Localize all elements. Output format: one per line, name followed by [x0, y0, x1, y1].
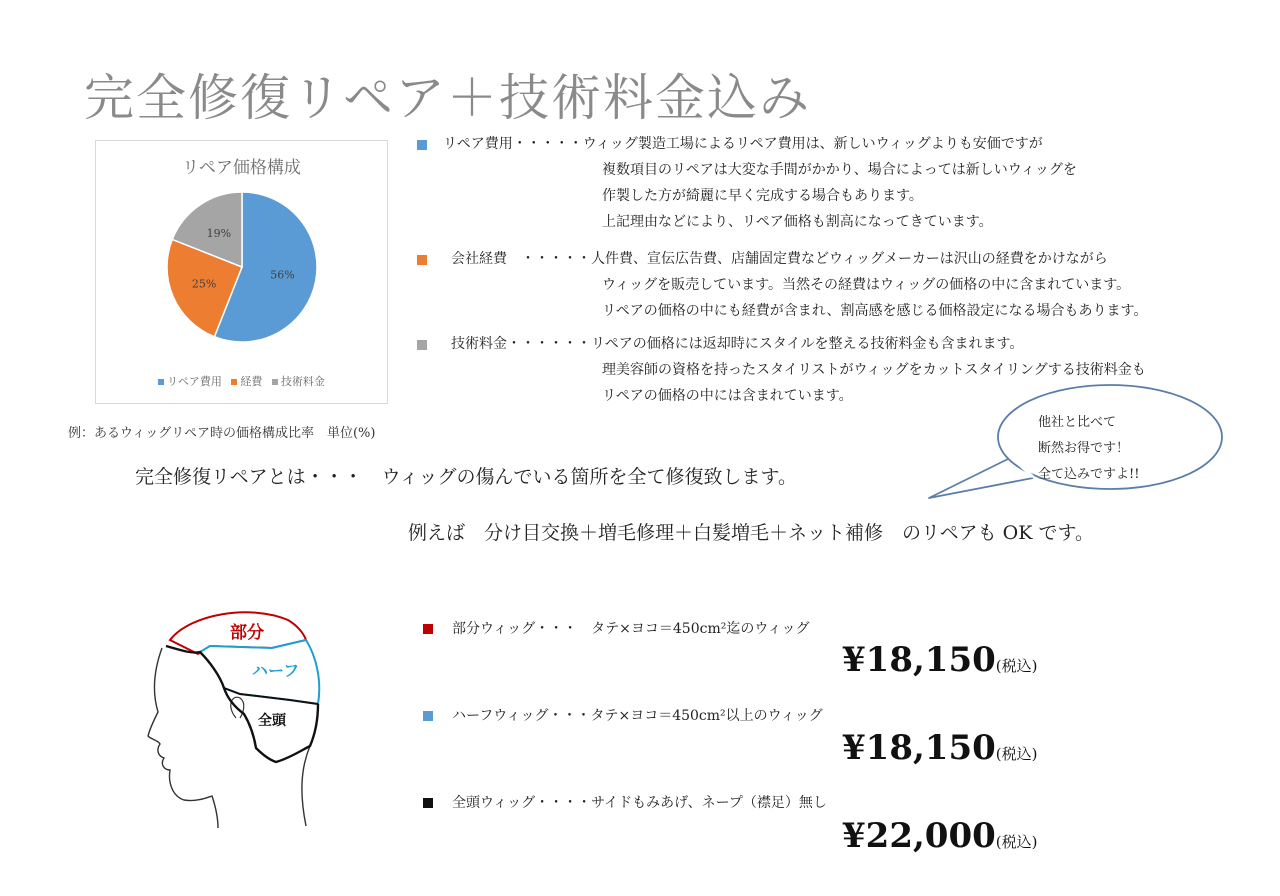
pie-chart-plot: [96, 141, 387, 371]
wig-half-price: ¥18,150(税込): [842, 728, 1038, 768]
head-label-half: ハーフ: [252, 661, 300, 680]
head-label-partial: 部分: [230, 623, 264, 643]
head-diagram: [140, 600, 340, 830]
pie-label-technical: 19%: [206, 226, 232, 240]
head-label-full: 全頭: [258, 713, 286, 729]
repair-example: 例えば 分け目交換＋増毛修理＋白髪増毛＋ネット補修 のリペアも OK です。: [408, 522, 1094, 544]
repair-definition: 完全修復リペアとは・・・ ウィッグの傷んでいる箇所を全て修復致します。: [135, 466, 797, 488]
desc-technical-line-1: 技術料金・・・・・・リペアの価格には返却時にスタイルを整える技術料金も含まれます。: [451, 336, 1024, 352]
desc-expense-line-3: リペアの価格の中にも経費が含まれ、割高感を感じる価格設定になる場合もあります。: [602, 303, 1148, 319]
desc-expense-line-1: 会社経費 ・・・・・人件費、宣伝広告費、店舗固定費などウィッグメーカーは沢山の経費をかけながら: [451, 251, 1108, 267]
pie-label-repair: 56%: [270, 268, 295, 282]
bullet-technical-icon: [417, 340, 427, 350]
wig-half-description: ハーフウィッグ・・・タテ×ヨコ＝450cm²以上のウィッグ: [452, 708, 823, 724]
bullet-partial-icon: [423, 624, 433, 634]
bubble-line-2: 断然お得です！: [1038, 441, 1130, 456]
wig-price-list: [420, 618, 1140, 868]
legend-item-expense: 経費: [231, 373, 262, 389]
legend-item-technical: 技術料金: [272, 373, 325, 389]
bullet-half-icon: [423, 711, 433, 721]
bubble-text: [1038, 410, 1139, 488]
desc-repair-line-2: 複数項目のリペアは大変な手間がかかり、場合によっては新しいウィッグを: [602, 162, 1077, 178]
desc-expense-line-2: ウィッグを販売しています。当然その経費はウィッグの価格の中に含まれています。: [602, 277, 1131, 293]
bubble-line-3: 全て込みですよ!!: [1038, 467, 1140, 482]
legend-item-repair: リペア費用: [158, 373, 222, 389]
cost-descriptions: [417, 131, 1267, 421]
pie-chart: [95, 140, 388, 404]
chart-legend: [96, 373, 387, 389]
page-title: 完全修復リペア＋技術料金込み: [84, 69, 811, 127]
bullet-repair-icon: [417, 140, 427, 150]
desc-repair-line-1: リペア費用・・・・・ウィッグ製造工場によるリペア費用は、新しいウィッグよりも安価ですが: [443, 136, 1043, 152]
bubble-line-1: 他社と比べて: [1038, 415, 1117, 430]
bullet-full-icon: [423, 798, 433, 808]
desc-technical-line-3: リペアの価格の中には含まれています。: [602, 388, 853, 404]
bullet-expense-icon: [417, 255, 427, 265]
chart-title: リペア価格構成: [182, 158, 301, 178]
wig-full-price: ¥22,000(税込): [842, 816, 1038, 856]
desc-repair-line-4: 上記理由などにより、リペア価格も割高になってきています。: [602, 214, 993, 230]
wig-partial-description: 部分ウィッグ・・・ タテ×ヨコ＝450cm²迄のウィッグ: [452, 621, 810, 637]
chart-caption: 例：あるウィッグリペア時の価格構成比率 単位(%): [68, 426, 376, 441]
desc-technical-line-2: 理美容師の資格を持ったスタイリストがウィッグをカットスタイリングする技術料金も: [602, 362, 1146, 378]
wig-partial-price: ¥18,150(税込): [842, 640, 1038, 680]
pie-label-expense: 25%: [191, 277, 217, 291]
wig-full-description: 全頭ウィッグ・・・・サイドもみあげ、ネープ（襟足）無し: [452, 795, 827, 811]
desc-repair-line-3: 作製した方が綺麗に早く完成する場合もあります。: [602, 188, 923, 204]
